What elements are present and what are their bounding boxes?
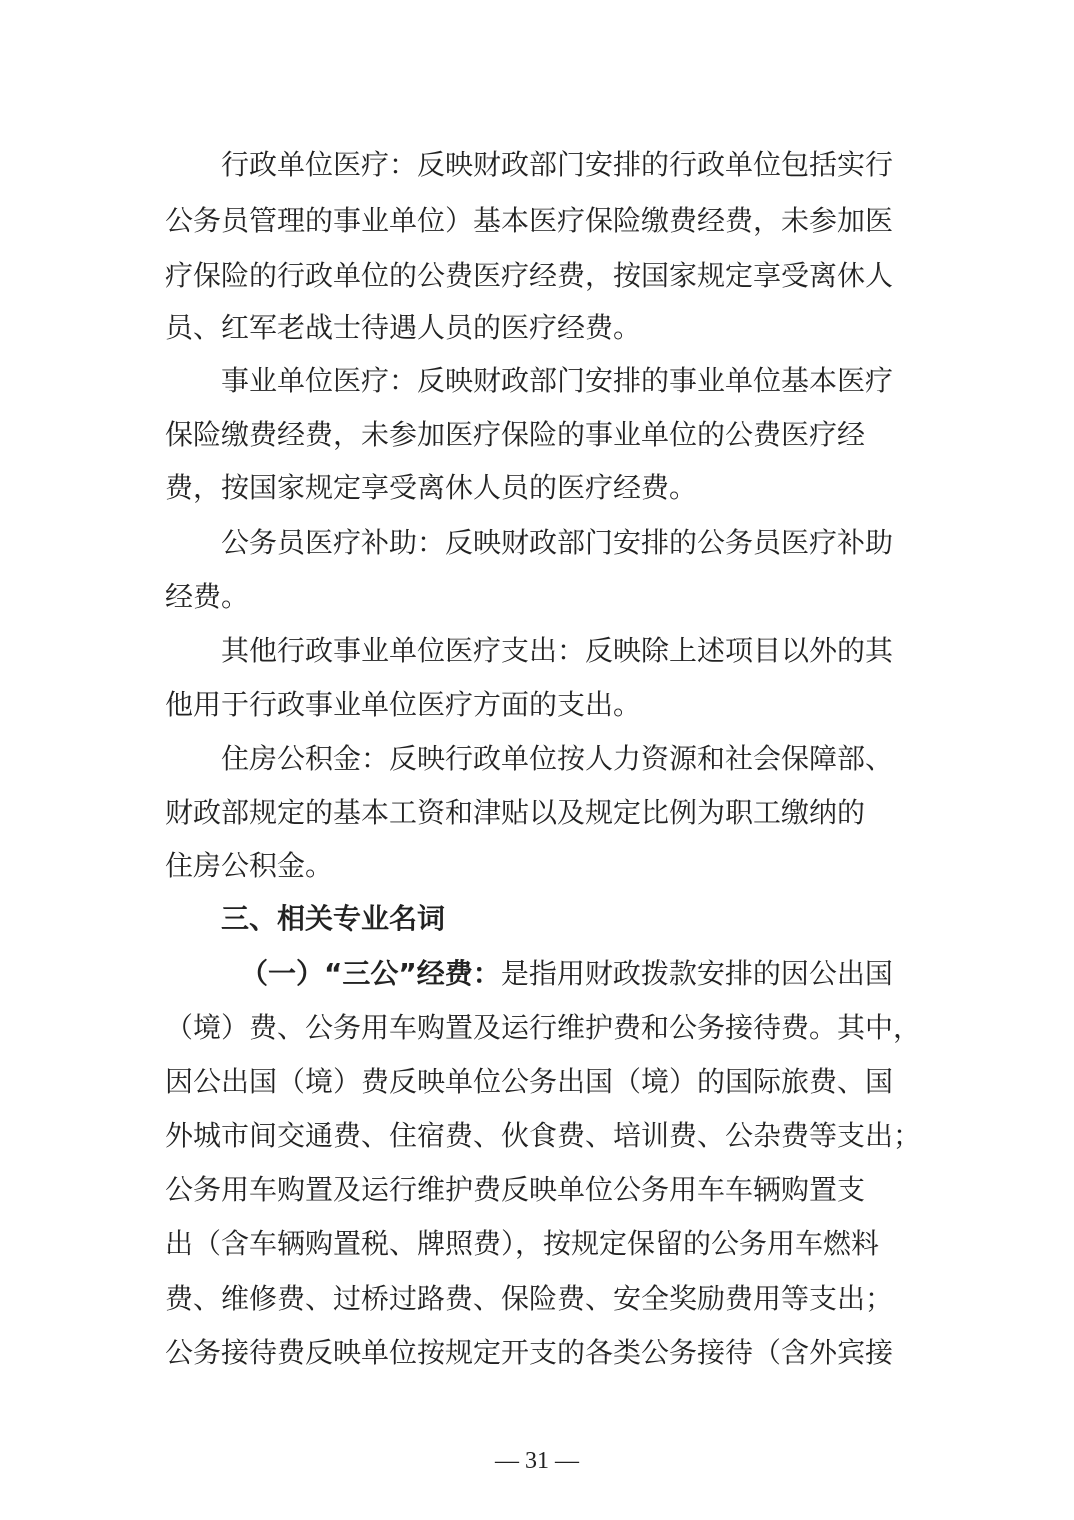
text-line: 公务接待费反映单位按规定开支的各类公务接待（含外宾接 <box>165 1336 894 1369</box>
paragraph-line <box>165 1116 921 1156</box>
page-number: — 31 — <box>495 1448 579 1474</box>
paragraph-line <box>165 577 249 617</box>
paragraph-line <box>165 1333 893 1373</box>
paragraph-line <box>165 256 893 296</box>
text-line: 财政部规定的基本工资和津贴以及规定比例为职工缴纳的 <box>165 796 866 829</box>
term-lead: （一）“三公”经费： <box>240 957 501 990</box>
paragraph-line <box>221 739 893 779</box>
text-line: 经费。 <box>165 580 250 613</box>
paragraph-line <box>221 361 893 401</box>
text-line: 疗保险的行政单位的公费医疗经费，按国家规定享受离休人 <box>165 259 894 292</box>
paragraph-line <box>165 1224 879 1264</box>
text-line: 住房公积金。 <box>165 849 334 882</box>
paragraph-line <box>221 631 893 671</box>
text-line: 出（含车辆购置税、牌照费），按规定保留的公务用车燃料 <box>165 1227 880 1260</box>
paragraph-line <box>165 1008 921 1048</box>
text-line: 费、维修费、过桥过路费、保险费、安全奖励费用等支出； <box>165 1282 894 1315</box>
paragraph-line <box>165 685 641 725</box>
text-line: 他用于行政事业单位医疗方面的支出。 <box>165 688 642 721</box>
paragraph-line <box>165 201 893 241</box>
text-line: 其他行政事业单位医疗支出：反映除上述项目以外的其 <box>221 634 894 667</box>
text-line: 住房公积金：反映行政单位按人力资源和社会保障部、 <box>221 742 894 775</box>
paragraph-line <box>221 145 893 185</box>
text-line: 费，按国家规定享受离休人员的医疗经费。 <box>165 471 698 504</box>
text-line: 是指用财政拨款安排的因公出国 <box>500 957 893 990</box>
section-heading <box>221 899 445 939</box>
paragraph-line <box>165 308 641 348</box>
paragraph-line <box>165 846 333 886</box>
heading-text: 三、相关专业名词 <box>221 902 446 935</box>
paragraph-line <box>165 468 697 508</box>
text-line: 因公出国（境）费反映单位公务出国（境）的国际旅费、国 <box>165 1065 894 1098</box>
paragraph-line <box>221 523 893 563</box>
text-line: 保险缴费经费，未参加医疗保险的事业单位的公费医疗经 <box>165 418 866 451</box>
text-line: （境）费、公务用车购置及运行维护费和公务接待费。其中， <box>165 1011 922 1044</box>
paragraph-line <box>165 1170 865 1210</box>
text-line: 公务用车购置及运行维护费反映单位公务用车车辆购置支 <box>165 1173 866 1206</box>
text-line: 事业单位医疗：反映财政部门安排的事业单位基本医疗 <box>221 364 894 397</box>
text-line: 行政单位医疗：反映财政部门安排的行政单位包括实行 <box>221 148 894 181</box>
text-line: 外城市间交通费、住宿费、伙食费、培训费、公杂费等支出； <box>165 1119 922 1152</box>
text-line: 公务员医疗补助：反映财政部门安排的公务员医疗补助 <box>221 526 894 559</box>
text-line: 公务员管理的事业单位）基本医疗保险缴费经费，未参加医 <box>165 204 894 237</box>
text-line: 员、红军老战士待遇人员的医疗经费。 <box>165 311 642 344</box>
paragraph-line <box>240 954 893 994</box>
paragraph-line <box>165 793 865 833</box>
paragraph-line <box>165 1279 893 1319</box>
paragraph-line <box>165 415 865 455</box>
paragraph-line <box>165 1062 893 1102</box>
